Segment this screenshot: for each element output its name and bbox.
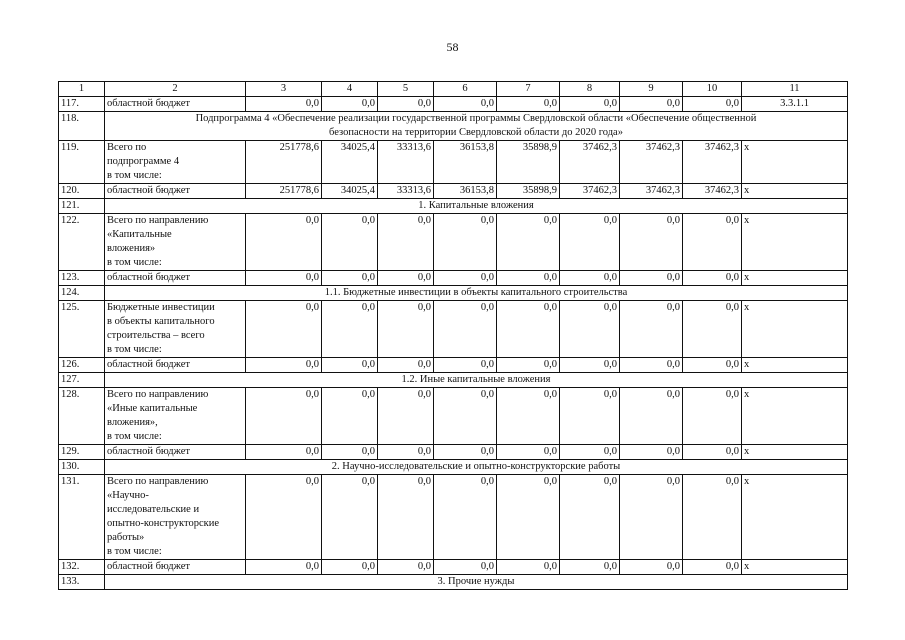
text-line: 1.2. Иные капитальные вложения (401, 374, 551, 385)
table-body (59, 82, 848, 590)
section-row (59, 373, 848, 388)
value-cell: 0,0 (378, 560, 434, 575)
section-row (59, 199, 848, 214)
value-cell: 0,0 (378, 445, 434, 460)
table-row (59, 388, 848, 445)
row-number: 117. (59, 97, 105, 112)
text-line: Подпрограмма 4 «Обеспечение реализации государственной программы Свердловской области «Обеспечение общественной (195, 113, 757, 124)
value-cell: 0,0 (378, 214, 434, 271)
value-cell: 0,0 (434, 445, 497, 460)
value-cell: 0,0 (322, 97, 378, 112)
value-cell: 0,0 (246, 560, 322, 575)
value-cell: 0,0 (246, 445, 322, 460)
row-number: 123. (59, 271, 105, 286)
value-cell: 0,0 (434, 271, 497, 286)
value-cell: 33313,6 (378, 141, 434, 184)
row-label (105, 97, 246, 112)
value-cell: 0,0 (246, 358, 322, 373)
value-cell: 37462,3 (620, 184, 683, 199)
column-header: 8 (560, 82, 620, 97)
text-line: «Капитальные (107, 229, 172, 240)
row-number: 126. (59, 358, 105, 373)
row-number: 125. (59, 301, 105, 358)
section-title (105, 460, 848, 475)
row-label (105, 358, 246, 373)
text-line: 3. Прочие нужды (437, 576, 515, 587)
text-line: областной бюджет (107, 98, 190, 109)
value-cell: 0,0 (434, 301, 497, 358)
value-cell: 0,0 (246, 388, 322, 445)
value-cell: 37462,3 (560, 141, 620, 184)
value-cell: 0,0 (560, 271, 620, 286)
row-label (105, 184, 246, 199)
row-number: 120. (59, 184, 105, 199)
value-cell: 0,0 (378, 97, 434, 112)
target-ref: x (742, 475, 848, 560)
value-cell: 0,0 (560, 214, 620, 271)
section-title (105, 575, 848, 590)
row-number: 130. (59, 460, 105, 475)
value-cell: 0,0 (378, 271, 434, 286)
value-cell: 34025,4 (322, 184, 378, 199)
text-line: в том числе: (107, 344, 162, 355)
value-cell: 0,0 (246, 214, 322, 271)
text-line: безопасности на территории Свердловской области до 2020 года» (329, 127, 623, 138)
target-ref: x (742, 271, 848, 286)
text-line: Всего по (107, 142, 147, 153)
value-cell: 0,0 (683, 388, 742, 445)
column-header: 5 (378, 82, 434, 97)
value-cell: 0,0 (322, 301, 378, 358)
text-line: 1. Капитальные вложения (418, 200, 534, 211)
row-label (105, 301, 246, 358)
value-cell: 0,0 (322, 358, 378, 373)
value-cell: 0,0 (683, 301, 742, 358)
text-line: «Научно- (107, 490, 149, 501)
value-cell: 37462,3 (560, 184, 620, 199)
value-cell: 34025,4 (322, 141, 378, 184)
table-row (59, 141, 848, 184)
value-cell: 0,0 (497, 214, 560, 271)
value-cell: 0,0 (246, 475, 322, 560)
text-line: в том числе: (107, 546, 162, 557)
text-line: в том числе: (107, 257, 162, 268)
value-cell: 0,0 (322, 445, 378, 460)
value-cell: 0,0 (560, 388, 620, 445)
value-cell: 0,0 (497, 97, 560, 112)
text-line: областной бюджет (107, 561, 190, 572)
value-cell: 0,0 (322, 388, 378, 445)
page-number: 58 (446, 40, 459, 54)
column-header: 11 (742, 82, 848, 97)
text-line: 2. Научно-исследовательские и опытно-конструкторские работы (331, 461, 621, 472)
table-row (59, 445, 848, 460)
row-label (105, 560, 246, 575)
value-cell: 0,0 (560, 97, 620, 112)
value-cell: 0,0 (434, 560, 497, 575)
value-cell: 0,0 (620, 214, 683, 271)
value-cell: 0,0 (620, 271, 683, 286)
row-label (105, 445, 246, 460)
value-cell: 0,0 (560, 560, 620, 575)
section-title (105, 199, 848, 214)
column-header: 3 (246, 82, 322, 97)
table-row (59, 358, 848, 373)
header-row (59, 82, 848, 97)
value-cell: 36153,8 (434, 141, 497, 184)
text-line: областной бюджет (107, 359, 190, 370)
column-header: 2 (105, 82, 246, 97)
text-line: Всего по направлению (107, 215, 209, 226)
value-cell: 33313,6 (378, 184, 434, 199)
value-cell: 37462,3 (683, 141, 742, 184)
value-cell: 0,0 (620, 475, 683, 560)
value-cell: 0,0 (683, 97, 742, 112)
value-cell: 0,0 (322, 271, 378, 286)
text-line: в том числе: (107, 431, 162, 442)
text-line: Всего по направлению (107, 389, 209, 400)
target-ref: x (742, 301, 848, 358)
value-cell: 0,0 (497, 301, 560, 358)
text-line: работы» (107, 532, 145, 543)
target-ref: x (742, 214, 848, 271)
row-number: 131. (59, 475, 105, 560)
row-label (105, 388, 246, 445)
value-cell: 0,0 (246, 271, 322, 286)
section-title (105, 112, 848, 141)
value-cell: 0,0 (497, 560, 560, 575)
section-row (59, 286, 848, 301)
value-cell: 251778,6 (246, 141, 322, 184)
value-cell: 0,0 (378, 388, 434, 445)
value-cell: 0,0 (322, 214, 378, 271)
value-cell: 0,0 (683, 475, 742, 560)
column-header: 6 (434, 82, 497, 97)
row-number: 124. (59, 286, 105, 301)
row-number: 129. (59, 445, 105, 460)
column-header: 7 (497, 82, 560, 97)
value-cell: 0,0 (497, 388, 560, 445)
section-row (59, 460, 848, 475)
value-cell: 0,0 (378, 358, 434, 373)
value-cell: 0,0 (560, 475, 620, 560)
table-row (59, 560, 848, 575)
target-ref: x (742, 445, 848, 460)
row-number: 127. (59, 373, 105, 388)
text-line: Всего по направлению (107, 476, 209, 487)
value-cell: 251778,6 (246, 184, 322, 199)
value-cell: 0,0 (683, 214, 742, 271)
text-line: областной бюджет (107, 185, 190, 196)
target-ref: 3.3.1.1 (742, 97, 848, 112)
value-cell: 37462,3 (683, 184, 742, 199)
value-cell: 35898,9 (497, 141, 560, 184)
value-cell: 0,0 (620, 560, 683, 575)
value-cell: 0,0 (322, 475, 378, 560)
budget-table (58, 81, 848, 590)
row-number: 122. (59, 214, 105, 271)
value-cell: 35898,9 (497, 184, 560, 199)
target-ref: x (742, 560, 848, 575)
value-cell: 0,0 (560, 358, 620, 373)
table-row (59, 475, 848, 560)
row-label (105, 475, 246, 560)
value-cell: 0,0 (620, 388, 683, 445)
value-cell: 0,0 (497, 475, 560, 560)
value-cell: 0,0 (620, 301, 683, 358)
value-cell: 0,0 (434, 475, 497, 560)
value-cell: 36153,8 (434, 184, 497, 199)
text-line: областной бюджет (107, 446, 190, 457)
row-number: 128. (59, 388, 105, 445)
row-number: 119. (59, 141, 105, 184)
text-line: областной бюджет (107, 272, 190, 283)
column-header: 1 (59, 82, 105, 97)
target-ref: x (742, 184, 848, 199)
value-cell: 37462,3 (620, 141, 683, 184)
table-row (59, 271, 848, 286)
row-label (105, 271, 246, 286)
target-ref: x (742, 141, 848, 184)
section-row (59, 112, 848, 141)
target-ref: x (742, 388, 848, 445)
text-line: подпрограмме 4 (107, 156, 180, 167)
text-line: опытно-конструкторские (107, 518, 220, 529)
column-header: 10 (683, 82, 742, 97)
value-cell: 0,0 (434, 97, 497, 112)
column-header: 4 (322, 82, 378, 97)
value-cell: 0,0 (683, 271, 742, 286)
section-title (105, 286, 848, 301)
value-cell: 0,0 (620, 358, 683, 373)
table-row (59, 301, 848, 358)
text-line: 1.1. Бюджетные инвестиции в объекты капитального строительства (324, 287, 628, 298)
value-cell: 0,0 (683, 358, 742, 373)
text-line: Бюджетные инвестиции (107, 302, 215, 313)
value-cell: 0,0 (378, 301, 434, 358)
row-number: 118. (59, 112, 105, 141)
value-cell: 0,0 (434, 388, 497, 445)
text-line: вложения» (107, 243, 156, 254)
text-line: в том числе: (107, 170, 162, 181)
value-cell: 0,0 (560, 301, 620, 358)
text-line: вложения», (107, 417, 158, 428)
text-line: «Иные капитальные (107, 403, 198, 414)
row-number: 132. (59, 560, 105, 575)
value-cell: 0,0 (620, 445, 683, 460)
table-row (59, 97, 848, 112)
table-row (59, 184, 848, 199)
row-number: 121. (59, 199, 105, 214)
value-cell: 0,0 (683, 445, 742, 460)
section-row (59, 575, 848, 590)
value-cell: 0,0 (497, 358, 560, 373)
value-cell: 0,0 (322, 560, 378, 575)
row-label (105, 141, 246, 184)
row-label (105, 214, 246, 271)
table-row (59, 214, 848, 271)
text-line: строительства – всего (107, 330, 205, 341)
value-cell: 0,0 (683, 560, 742, 575)
column-header: 9 (620, 82, 683, 97)
text-line: исследовательские и (107, 504, 200, 515)
value-cell: 0,0 (497, 445, 560, 460)
value-cell: 0,0 (497, 271, 560, 286)
value-cell: 0,0 (378, 475, 434, 560)
value-cell: 0,0 (620, 97, 683, 112)
row-number: 133. (59, 575, 105, 590)
section-title (105, 373, 848, 388)
value-cell: 0,0 (434, 358, 497, 373)
value-cell: 0,0 (246, 301, 322, 358)
value-cell: 0,0 (434, 214, 497, 271)
text-line: в объекты капитального (107, 316, 215, 327)
value-cell: 0,0 (560, 445, 620, 460)
target-ref: x (742, 358, 848, 373)
value-cell: 0,0 (246, 97, 322, 112)
